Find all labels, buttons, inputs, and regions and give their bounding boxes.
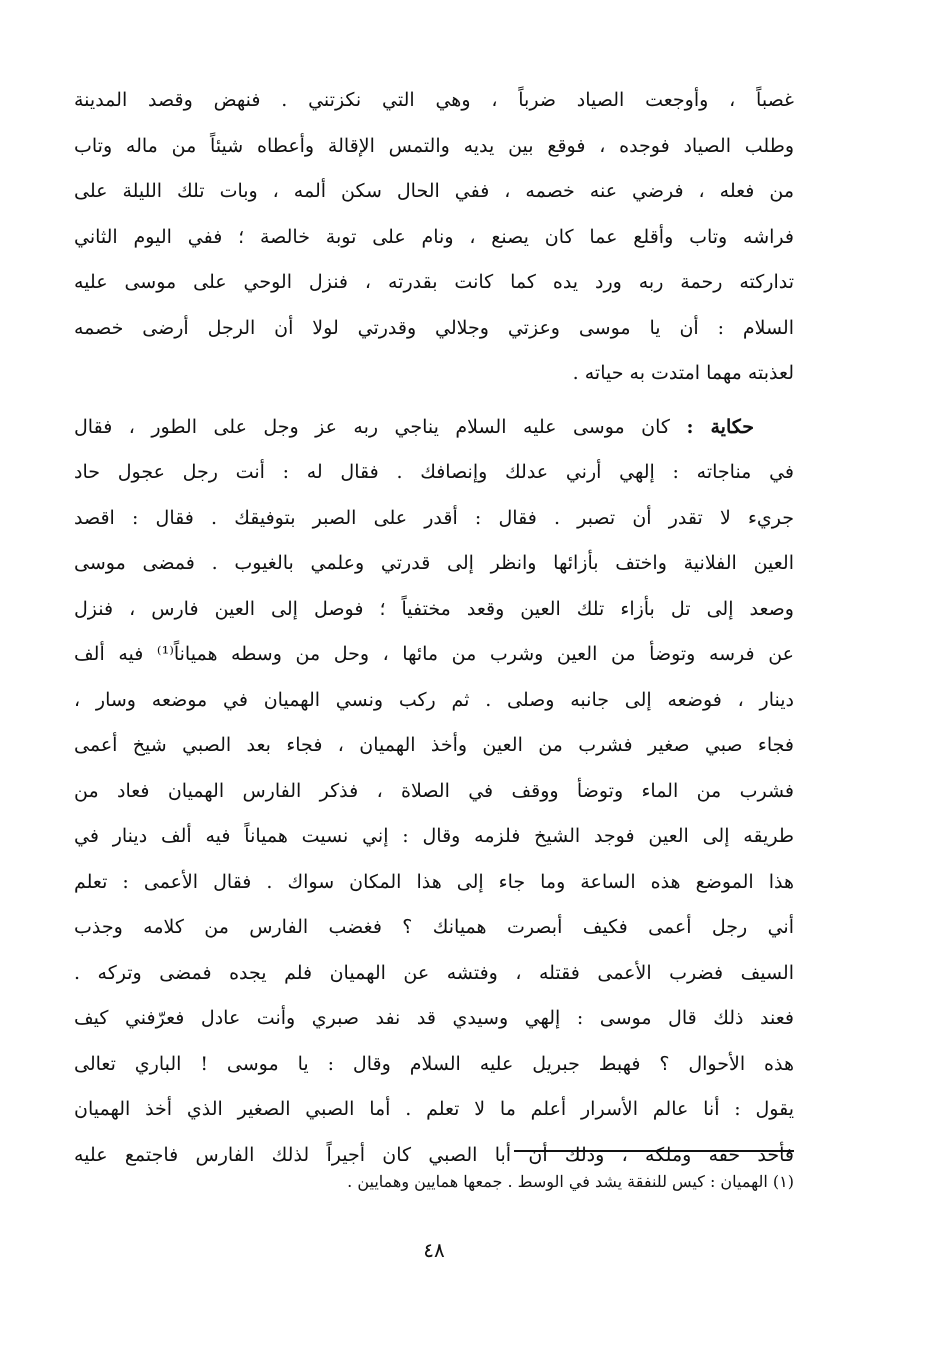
text-line: جريء لا تقدر أن تصبر . فقال : أقدر على الصبر بتوفيقك . فقال : اقصد bbox=[74, 506, 794, 529]
text-line: فراشه وتاب وأقلع عما كان يصنع ، ونام على توبة خالصة ؛ ففي اليوم الثاني bbox=[74, 225, 794, 248]
footnote: (١) الهميان : كيس للنفقة يشد في الوسط . جمعها همايين وهمايين . bbox=[347, 1172, 794, 1191]
text-line: السلام : أن يا موسى وعزتي وجلالي وقدرتي لولا أن الرجل أرضى خصمه bbox=[74, 316, 794, 339]
paragraph-2 bbox=[74, 405, 794, 1179]
text-line: العين الفلانية واختف بأزائها وانظر إلى قدرتي وعلمي بالغيوب . فمضى موسى bbox=[74, 552, 794, 574]
page-number: ٤٨ bbox=[423, 1238, 445, 1262]
text-line: أني رجل أعمى فكيف أبصرت هميانك ؟ فغضب الفارس من كلامه وجذب bbox=[74, 916, 794, 938]
text-line-rest: كان موسى عليه السلام يناجي ربه عز وجل على الطور ، فقال bbox=[74, 415, 687, 438]
text-line: عن فرسه وتوضأ من العين وشرب من مائها ، وحل من وسطه همياناً⁽¹⁾ فيه ألف bbox=[74, 643, 794, 665]
book-page bbox=[74, 78, 794, 1328]
text-line: يقول : أنا عالم الأسرار أعلم ما لا تعلم . أما الصبي الصغير الذي أخذ الهميان bbox=[74, 1098, 794, 1120]
text-line: فشرب من الماء وتوضأ ووقف في الصلاة ، فذكر الفارس الهميان فعاد من bbox=[74, 779, 794, 802]
text-line: دينار ، فوضعه إلى جانبه وصلى . ثم ركب ونسي الهميان في موضعه وسار ، bbox=[74, 688, 794, 711]
text-line: تداركته رحمة ربه ورد يده كما كانت بقدرته ، فنزل الوحي على موسى عليه bbox=[74, 271, 794, 293]
text-line: فعند ذلك قال موسى : إلهي وسيدي قد نفد صبري وأنت عادل فعرّفني كيف bbox=[74, 1007, 794, 1029]
paragraph-1 bbox=[74, 78, 794, 397]
text-line: غصباً ، وأوجعت الصياد ضرباً ، وهي التي نكزتني . فنهض وقصد المدينة bbox=[74, 89, 794, 111]
text-line: وصعد إلى تل بأزاء تلك العين وقعد مختفياً ؛ فوصل إلى العين فارس ، فنزل bbox=[74, 597, 794, 620]
story-heading: حكاية : bbox=[686, 415, 754, 438]
text-line-first bbox=[74, 405, 794, 451]
text-line: فجاء صبي صغير فشرب من العين وأخذ الهميان ، فجاء بعد الصبي شيخ أعمى bbox=[74, 734, 794, 756]
text-line: وطلب الصياد فوجده ، فوقع بين يديه والتمس الإقالة وأعطاه شيئاً من ماله وتاب bbox=[74, 134, 794, 157]
text-line: هذا الموضع هذه الساعة وما جاء إلى هذا المكان سواك . فقال الأعمى : تعلم bbox=[74, 870, 794, 893]
text-line: طريقه إلى العين فوجد الشيخ فلزمه وقال : إني نسيت همياناً فيه ألف دينار في bbox=[74, 825, 794, 847]
text-line: في مناجاته : إلهي أرني عدلك وإنصافك . فقال له : أنت رجل عجول حاد bbox=[74, 461, 794, 483]
text-line: السيف فضرب الأعمى فقتله ، وفتشه عن الهميان فلم يجده فمضى وتركه . bbox=[74, 961, 794, 984]
text-line: من فعله ، فرضي عنه خصمه ، ففي الحال سكن ألمه ، وبات تلك الليلة على bbox=[74, 180, 794, 202]
text-line: فأخذ حقه وملكه ، وذلك أن أبا الصبي كان أجيراً لذلك الفارس فاجتمع عليه bbox=[74, 1143, 794, 1166]
text-line: لعذبته مهما امتدت به حياته . bbox=[572, 362, 794, 384]
text-line: هذه الأحوال ؟ فهبط جبريل عليه السلام وقال : يا موسى ! الباري تعالى bbox=[74, 1052, 794, 1075]
footnote-divider bbox=[514, 1150, 794, 1152]
